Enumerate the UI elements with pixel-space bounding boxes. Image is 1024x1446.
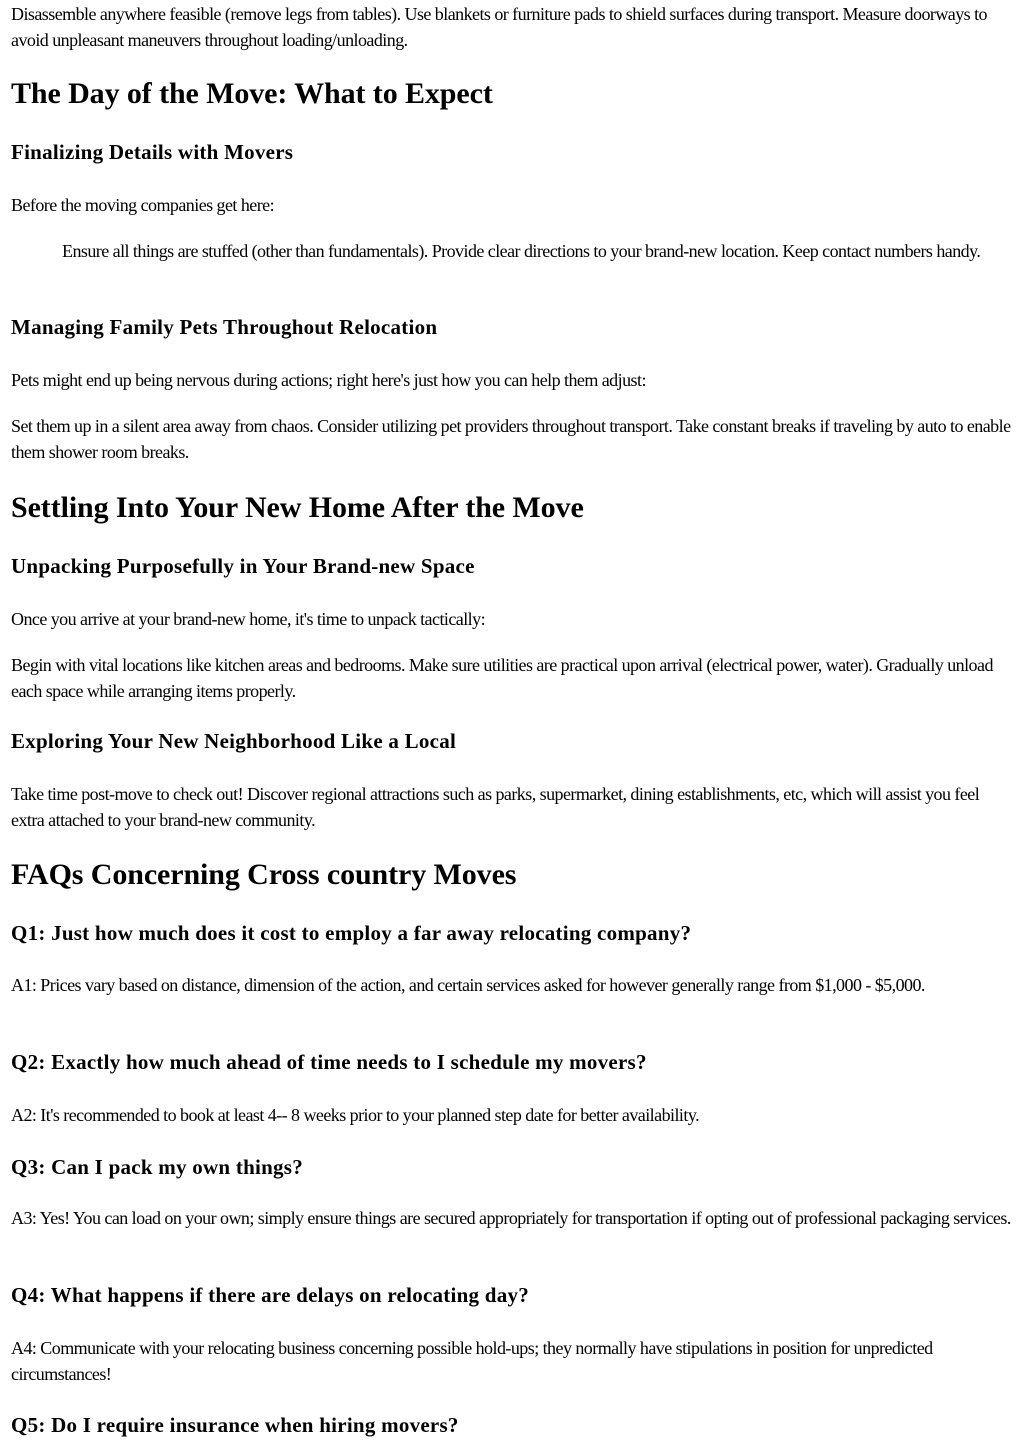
subheading-unpacking: Unpacking Purposefully in Your Brand-new Space [11, 554, 475, 578]
section-heading-day-of-move: The Day of the Move: What to Expect [11, 77, 493, 110]
faq-question: Q5: Do I require insurance when hiring movers? [11, 1413, 459, 1437]
faq-question: Q4: What happens if there are delays on relocating day? [11, 1283, 529, 1307]
unpack-tips-paragraph: Begin with vital locations like kitchen areas and bedrooms. Make sure utilities are practical upon arrival (electrical power, water). Gradually unload each space while arranging items properly. [11, 655, 993, 701]
intro-paragraph: Disassemble anywhere feasible (remove legs from tables). Use blankets or furniture pads to shield surfaces during transport. Measure doorways to avoid unpleasant maneuvers throughout loading/unloading. [11, 4, 987, 50]
pets-intro-paragraph: Pets might end up being nervous during actions; right here's just how you can help them adjust: [11, 370, 646, 390]
pets-tips-paragraph: Set them up in a silent area away from chaos. Consider utilizing pet providers throughout transport. Take constant breaks if traveling by auto to enable them shower room breaks. [11, 416, 1011, 462]
faq-answer: A3: Yes! You can load on your own; simply ensure things are secured appropriately for transportation if opting out of professional packaging services. [11, 1208, 1011, 1228]
subheading-managing-pets: Managing Family Pets Throughout Relocation [11, 315, 438, 339]
faq-answer: A2: It's recommended to book at least 4-- 8 weeks prior to your planned step date for better availability. [11, 1105, 700, 1125]
neighborhood-paragraph: Take time post-move to check out! Discover regional attractions such as parks, supermarket, dining establishments, etc, which will assist you feel extra attached to your brand-new community. [11, 784, 980, 830]
faq-question: Q3: Can I pack my own things? [11, 1155, 303, 1179]
faq-question: Q1: Just how much does it cost to employ a far away relocating company? [11, 921, 692, 945]
section-heading-settling-in: Settling Into Your New Home After the Move [11, 491, 584, 524]
faq-question: Q2: Exactly how much ahead of time needs to I schedule my movers? [11, 1050, 647, 1074]
section-heading-faqs: FAQs Concerning Cross country Moves [11, 858, 517, 891]
before-movers-paragraph: Before the moving companies get here: [11, 195, 275, 215]
subheading-finalizing-details: Finalizing Details with Movers [11, 140, 294, 164]
faq-answer: A4: Communicate with your relocating business concerning possible hold-ups; they normally have stipulations in position for unpredicted circumstances! [11, 1338, 933, 1384]
before-movers-list-paragraph: Ensure all things are stuffed (other than fundamentals). Provide clear directions to your brand-new location. Keep contact numbers handy. [62, 241, 981, 261]
subheading-neighborhood: Exploring Your New Neighborhood Like a Local [11, 729, 457, 753]
faq-answer: A1: Prices vary based on distance, dimension of the action, and certain services asked for however generally range from $1,000 - $5,000. [11, 975, 925, 995]
unpack-intro-paragraph: Once you arrive at your brand-new home, it's time to unpack tactically: [11, 609, 486, 629]
